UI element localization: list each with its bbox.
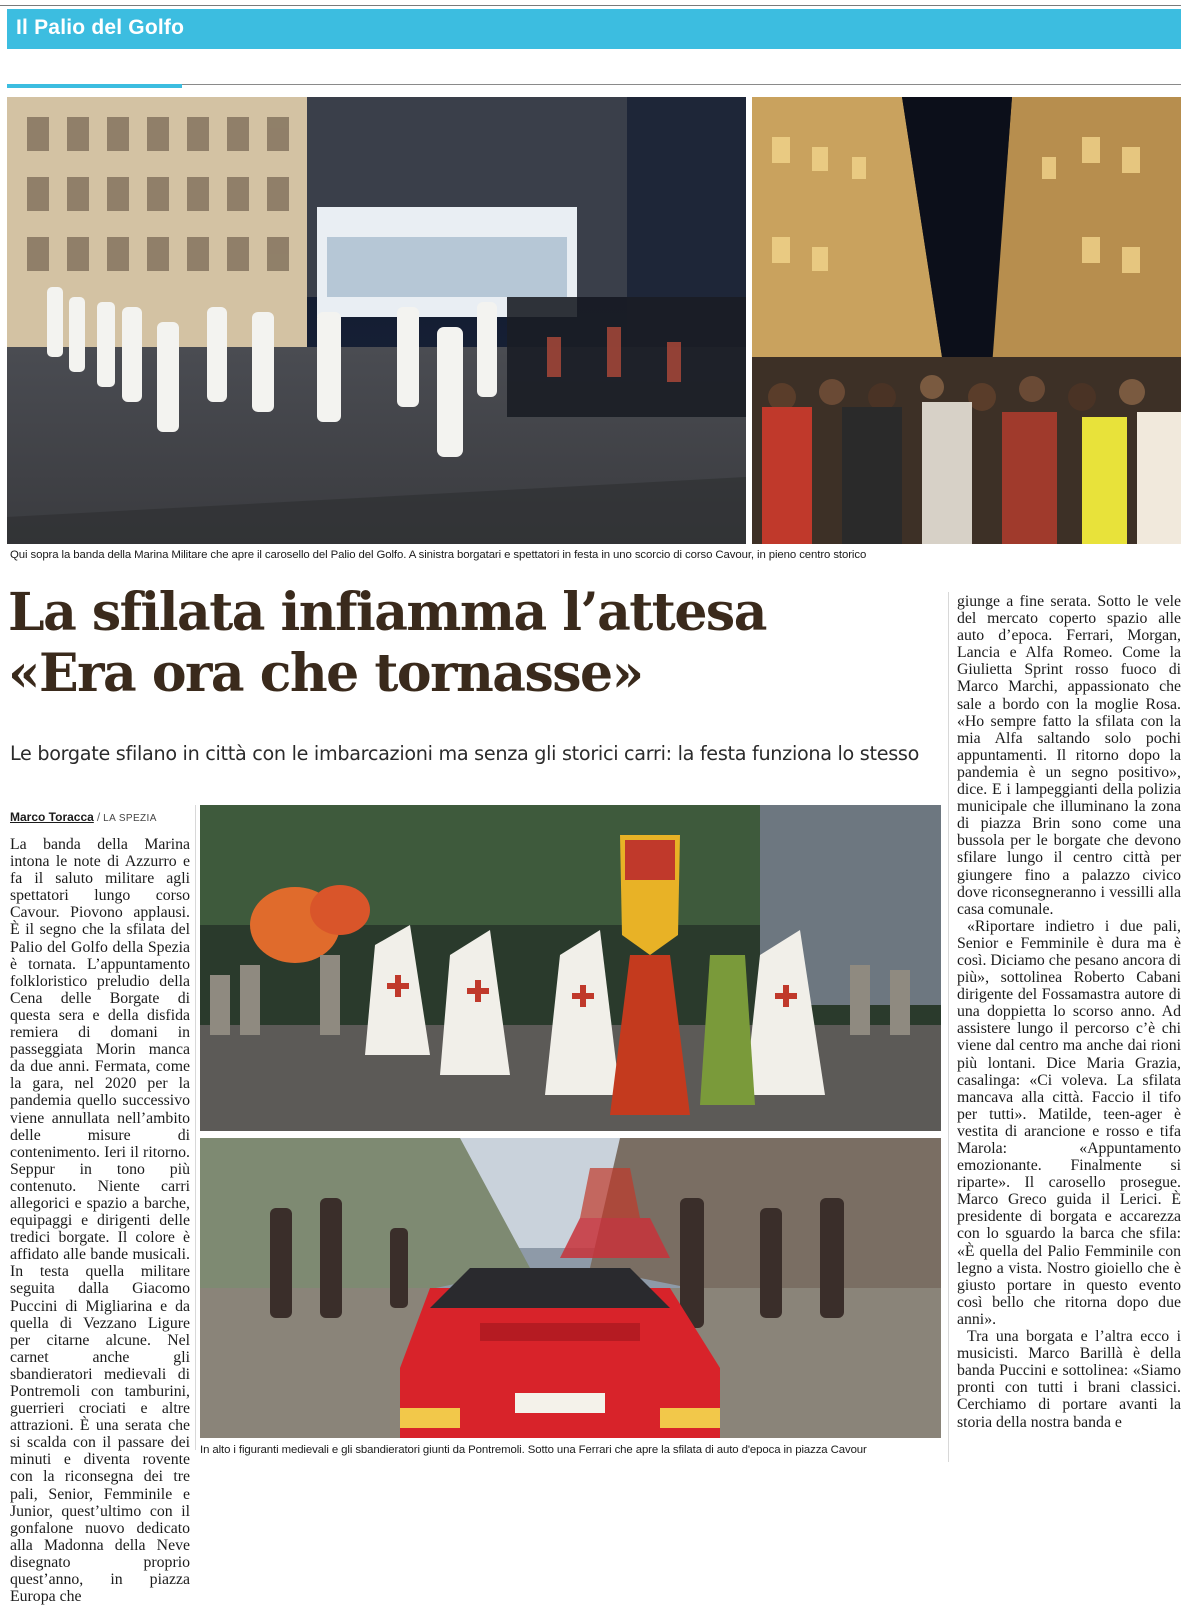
article-column-left: [10, 836, 190, 1605]
byline-place: LA SPEZIA: [103, 813, 157, 824]
photo-caption-bottom: In alto i figuranti medievali e gli sbandieratori giunti da Pontremoli. Sotto una Ferrari che apre la sfilata di auto d'epoca in piazza Cavour: [200, 1444, 867, 1456]
header-top-rule: [0, 5, 1181, 6]
paragraph: La banda della Marina intona le note di Azzurro e fa il saluto militare agli spettatori lungo corso Cavour. Piovono applausi. È il segno che la sfilata del Palio del Golfo della Spezia è tornata. L’appuntamento folkloristico preludio della Cena delle Borgate di questa sera e della disfida remiera di domani in passeggiata Morin manca da due anni. Fermata, come la gara, nel 2020 per la pandemia quello successivo viene annullata nell’ambito delle misure di contenimento. Ieri il ritorno. Seppur in tono più contenuto. Niente carri allegorici e spazio a barche, equipaggi e dirigenti delle tredici borgate. Il colore è affidato alle bande musicali. In testa quella militare seguita dalla Giacomo Puccini di Migliarina e da quella di Vezzano Ligure per citarne alcune. Nel carnet anche gli sbandieratori medievali di Pontremoli con tamburini, guerrieri crociati e altre attrazioni. È una serata che si scalda con il passare dei minuti e diventa rovente con la riconsegna dei tre pali, Senior, Femminile e Junior, quest’ultimo con il gonfalone nuovo dedicato alla Madonna della Neve disegnato proprio quest’anno, in piazza Europa che: [10, 836, 190, 1605]
photo-ferrari: [200, 1138, 941, 1438]
header-bottom-rule: [7, 84, 1181, 85]
photo-caption-top: Qui sopra la banda della Marina Militare che apre il carosello del Palio del Golfo. A sinistra borgatari e spettatori in festa in uno scorcio di corso Cavour, in pieno centro storico: [10, 549, 867, 561]
paragraph: Tra una borgata e l’altra ecco i musicisti. Marco Barillà è della banda Puccini e sottolinea: «Siamo pronti con tutti i brani classici. Cerchiamo di portare avanti la storia della nostra banda e: [957, 1328, 1181, 1431]
photo-medieval-parade: [200, 805, 941, 1131]
column-divider-right: [948, 592, 949, 1462]
section-title: Il Palio del Golfo: [16, 16, 185, 39]
photo-navy-band: [7, 97, 746, 544]
column-divider: [195, 805, 196, 1450]
byline-separator: /: [96, 810, 101, 824]
headline-line-1: La sfilata infiamma l’attesa: [8, 582, 766, 643]
headline-line-2: «Era ora che tornasse»: [8, 643, 643, 704]
photo-crowd: [752, 97, 1181, 544]
article-column-right: [957, 593, 1181, 1478]
header-accent-bar: [7, 84, 182, 88]
subtitle: Le borgate sfilano in città con le imbarcazioni ma senza gli storici carri: la festa funziona lo stesso: [10, 742, 920, 765]
paragraph: giunge a fine serata. Sotto le vele del mercato coperto spazio alle auto d’epoca. Ferrari, Morgan, Lancia e Alfa Romeo. Come la Giulietta Sprint rosso fuoco di Marco Marchi, appassionato che sale a bordo con la moglie Rosa. «Ho sempre fatto la sfilata con la mia Alfa saltando solo pochi appuntamenti. Il ritorno dopo la pandemia è un segno positivo», dice. E i lampeggianti della polizia municipale che illuminano la zona di piazza Brin sono come una bussola per le borgate che devono sfilare lungo il centro città per giungere fino a palazzo civico dove riconsegneranno i vessilli alla casa comunale.: [957, 593, 1181, 918]
headline: [8, 582, 943, 704]
paragraph: «Riportare indietro i due pali, Senior e Femminile è dura ma è così. Diciamo che pesano ancora di più», sottolinea Roberto Cabani dirigente del Fossamastra autore di una doppietta lo scorso anno. Ad assistere lungo il percorso c’è chi viene dal centro ma anche dai rioni più lontani. Dice Maria Grazia, casalinga: «Ci voleva. La sfilata mancava alla città. Faccio il tifo per tutti». Matilde, teen-ager è vestita di arancione e rosso e tifa Marola: «Appuntamento emozionante. Finalmente si riparte». Il carosello prosegue. Marco Greco guida il Lerici. È presidente di borgata e accarezza con lo sguardo la barca che sfila: «È quella del Palio Femminile con legno a vista. Nostro gioiello che è giusto portare in questo evento così bello che ritorna dopo due anni».: [957, 917, 1181, 1328]
byline-author: Marco Toracca: [10, 810, 94, 824]
byline: [10, 810, 157, 824]
